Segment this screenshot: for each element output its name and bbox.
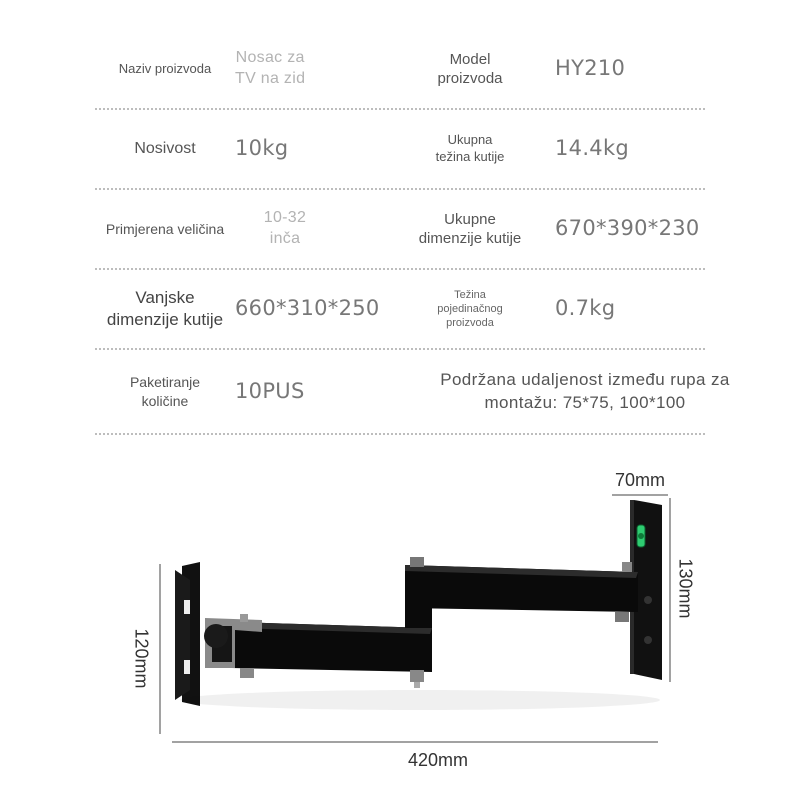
value-line: 10-32 [263,209,307,227]
spec-label-packing-quantity [95,350,235,433]
rear-arm [405,557,638,622]
spec-value-model: HY210 [555,56,626,81]
spec-value-outer-dimensions: 660*310*250 [235,296,380,321]
dimension-label-left: 120mm [131,628,152,689]
spec-row [95,110,705,190]
spec-value-product-name [235,30,365,108]
spec-value-size [235,190,365,268]
dimension-label-top: 70mm [615,470,666,490]
label-line: proizvoda [437,70,503,87]
label-line: Model [449,50,491,68]
spec-table [95,30,730,435]
value-line: Nosac za [235,49,305,67]
value-line: inča [269,230,301,247]
spec-label-product-name: Naziv proizvoda [118,60,212,76]
spec-label-box-weight [385,110,555,188]
text-line: Podržana udaljenost između rupa za [440,369,730,389]
text-line: montažu: 75*75, 100*100 [484,392,686,412]
dimension-label-bottom: 420mm [408,750,469,770]
spec-label-outer-dimensions [95,270,235,348]
spec-row [95,190,705,270]
label-line: dimenzije kutije [106,310,224,329]
spec-row [95,350,730,435]
label-line: dimenzije kutije [418,230,522,247]
label-line: težina kutije [435,149,505,164]
spec-value-box-dimensions: 670*390*230 [555,216,700,241]
shadow [180,690,660,710]
vesa-plate [175,562,200,706]
label-line: Težina [454,288,486,301]
label-line: količine [141,392,189,409]
spec-label-capacity: Nosivost [134,139,196,157]
spec-value-capacity: 10kg [235,136,289,161]
label-line: Paketiranje [129,374,201,391]
label-line: pojedinačnog [437,302,503,315]
label-line: Ukupne [444,210,496,228]
spec-vesa-support [415,350,755,433]
spec-value-unit-weight: 0.7kg [555,296,616,321]
label-line: Ukupna [447,132,493,148]
spec-label-unit-weight [385,270,555,348]
spec-row [95,270,705,350]
value-line: TV na zid [235,70,306,87]
spec-value-packing-quantity: 10PUS [235,378,305,403]
spec-label-size: Primjerena veličina [105,220,225,237]
spec-label-model [385,30,555,108]
label-line: Vanjske [135,287,195,307]
label-line: proizvoda [446,317,494,330]
dimension-label-right: 130mm [675,558,696,619]
spec-value-box-weight: 14.4kg [555,136,630,161]
spec-label-box-dimensions [385,190,555,268]
spec-row [95,30,705,110]
